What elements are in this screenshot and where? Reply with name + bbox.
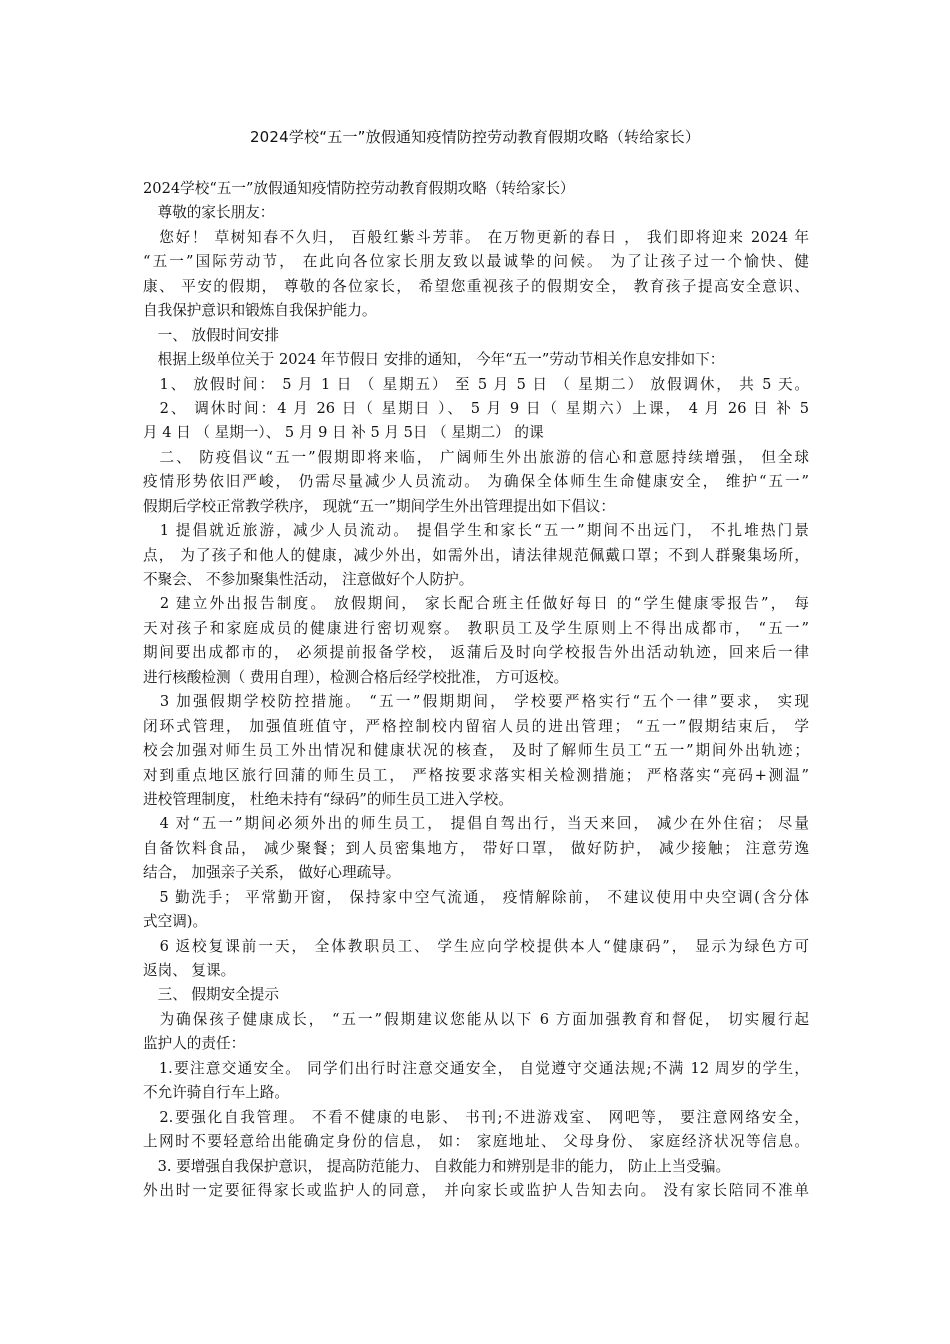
text-line: 6 返校复课前一天， 全体教职员工、 学生应向学校提供本人“健康码”， 显示为绿色方可 (143, 937, 809, 955)
text-line: “五一”国际劳动节， 在此向各位家长朋友致以最诚挚的问候。 为了让孩子过一个愉快、健 (143, 253, 809, 271)
text-line: 假期后学校正常教学秩序， 现就“五一”期间学生外出管理提出如下倡议： (143, 497, 615, 515)
text-line: 1 提倡就近旅游，减少人员流动。 提倡学生和家长“五一”期间不出远门， 不扎堆热门景 (143, 522, 809, 540)
text-line: 三、 假期安全提示 (143, 986, 279, 1004)
text-line: 结合， 加强亲子关系， 做好心理疏导。 (143, 864, 401, 882)
text-line: 2 建立外出报告制度。 放假期间， 家长配合班主任做好每日 的“学生健康零报告”， 每 (143, 595, 809, 613)
text-line: 康、 平安的假期， 尊敬的各位家长， 希望您重视孩子的假期安全， 教育孩子提高安全意识、 (143, 277, 809, 295)
text-line: 1.要注意交通安全。 同学们出行时注意交通安全， 自觉遵守交通法规;不满 12 周岁的学生， (143, 1059, 809, 1077)
text-line: 为确保孩子健康成长， “五一”假期建议您能从以下 6 方面加强教育和督促， 切实履行起 (143, 1010, 809, 1028)
document-title: 2024学校“五一”放假通知疫情防控劳动教育假期攻略（转给家长） (249, 128, 701, 146)
text-line: 您好！ 草树知春不久归， 百般红紫斗芳菲。 在万物更新的春日 ， 我们即将迎来 2024 年 (143, 228, 809, 246)
text-line: 校会加强对师生员工外出情况和健康状况的核查， 及时了解师生员工“五一”期间外出轨迹； (143, 742, 809, 760)
text-line: 1、 放假时间： 5 月 1 日 （ 星期五） 至 5 月 5 日 （ 星期二） 放假调休， 共 5 天。 (143, 375, 809, 393)
text-line: 进校管理制度， 杜绝未持有“绿码”的师生员工进入学校。 (143, 790, 513, 808)
text-line: 5 勤洗手； 平常勤开窗， 保持家中空气流通， 疫情解除前， 不建议使用中央空调(含分体 (143, 888, 809, 906)
text-line: 2024学校“五一”放假通知疫情防控劳动教育假期攻略（转给家长） (143, 180, 575, 197)
text-line: 月 4 日 （ 星期一）、 5 月 9 日 补 5 月 5日 （ 星期二） 的课 (143, 424, 544, 442)
text-line: 2.要强化自我管理。 不看不健康的电影、 书刊;不进游戏室、 网吧等， 要注意网络安全， (143, 1108, 809, 1126)
text-line: 期间要出成都市的， 必须提前报备学校， 返蒲后及时向学校报告外出活动轨迹，回来后一律 (143, 644, 809, 662)
text-line: 外出时一定要征得家长或监护人的同意， 并向家长或监护人告知去向。 没有家长陪同不准单 (143, 1181, 809, 1199)
text-line: 尊敬的家长朋友： (143, 204, 275, 222)
text-line: 对到重点地区旅行回蒲的师生员工， 严格按要求落实相关检测措施； 严格落实“亮码+测温” (143, 766, 809, 784)
text-line: 式空调)。 (143, 913, 208, 931)
text-line: 闭环式管理， 加强值班值守，严格控制校内留宿人员的进出管理； “五一”假期结束后， 学 (143, 717, 809, 735)
text-line: 2、 调休时间：4 月 26 日（ 星期日 ）、 5 月 9 日（ 星期六）上课， 4 月 26 日 补 5 (143, 399, 809, 417)
text-line: 疫情形势依旧严峻， 仍需尽量减少人员流动。 为确保全体师生生命健康安全， 维护“五一” (143, 473, 809, 491)
text-line: 返岗、 复课。 (143, 962, 236, 979)
text-line: 上网时不要轻意给出能确定身份的信息， 如： 家庭地址、 父母身份、 家庭经济状况等信息。 (143, 1133, 809, 1151)
text-line: 进行核酸检测（ 费用自理），检测合格后经学校批准， 方可返校。 (143, 668, 569, 686)
text-line: 自备饮料食品， 减少聚餐；到人员密集地方， 带好口罩， 做好防护， 减少接触； 注意劳逸 (143, 839, 809, 857)
text-line: 天对孩子和家庭成员的健康进行密切观察。 教职员工及学生原则上不得出成都市， “五一” (143, 619, 809, 637)
text-line: 监护人的责任： (143, 1035, 246, 1053)
text-line: 根据上级单位关于 2024 年节假日 安排的通知， 今年“五一”劳动节相关作息安排如下： (143, 351, 725, 369)
text-line: 4 对“五一”期间必须外出的师生员工， 提倡自驾出行，当天来回， 减少在外住宿； 尽量 (143, 815, 809, 833)
text-line: 不聚会、 不参加聚集性活动， 注意做好个人防护。 (143, 571, 474, 588)
document-body (143, 177, 809, 1203)
text-line: 点， 为了孩子和他人的健康，减少外出，如需外出，请法律规范佩戴口罩；不到人群聚集场所， (143, 546, 809, 564)
text-line: 3. 要增强自我保护意识， 提高防范能力、 自救能力和辨别是非的能力， 防止上当受骗。 (143, 1157, 731, 1175)
text-line: 不允许骑自行车上路。 (143, 1084, 289, 1102)
text-line: 二、 防疫倡议“五一”假期即将来临， 广阔师生外出旅游的信心和意愿持续增强， 但全球 (143, 448, 809, 466)
text-line: 3 加强假期学校防控措施。 “五一”假期期间， 学校要严格实行“五个一律”要求， 实现 (143, 693, 809, 711)
text-line: 自我保护意识和锻炼自我保护能力。 (143, 302, 377, 320)
text-line: 一、 放假时间安排 (143, 326, 279, 344)
